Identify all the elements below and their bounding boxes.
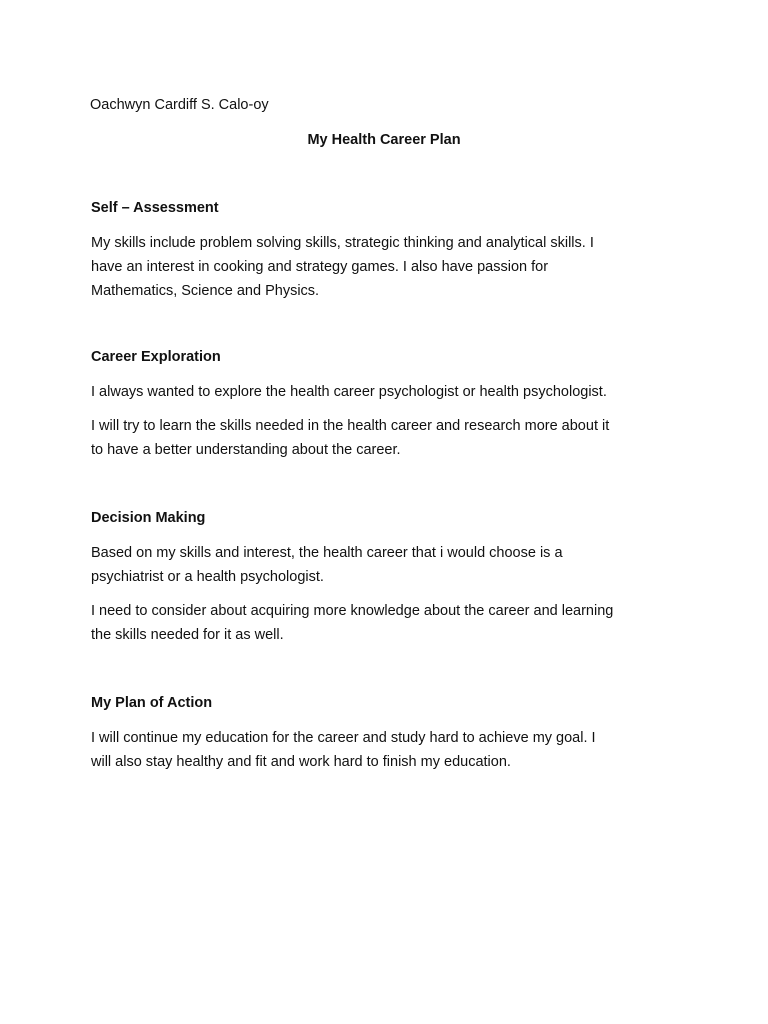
text-line: Based on my skills and interest, the health career that i would choose is a bbox=[91, 545, 563, 561]
section-paragraph bbox=[91, 541, 686, 589]
section-career-exploration bbox=[91, 347, 686, 462]
text-line: I need to consider about acquiring more knowledge about the career and learning bbox=[91, 603, 614, 619]
section-paragraph bbox=[91, 599, 686, 647]
section-heading: My Plan of Action bbox=[91, 695, 213, 711]
text-line: psychiatrist or a health psychologist. bbox=[91, 569, 324, 585]
section-plan-of-action bbox=[91, 693, 686, 774]
section-paragraph bbox=[91, 380, 686, 404]
document-title: My Health Career Plan bbox=[307, 132, 461, 148]
text-line: Mathematics, Science and Physics. bbox=[91, 283, 320, 299]
section-paragraph bbox=[91, 726, 686, 774]
section-heading: Career Exploration bbox=[91, 349, 221, 365]
section-heading: Decision Making bbox=[91, 510, 206, 526]
text-line: the skills needed for it as well. bbox=[91, 627, 284, 643]
text-line: My skills include problem solving skills, strategic thinking and analytical skills. I bbox=[91, 235, 594, 251]
text-line: I always wanted to explore the health career psychologist or health psychologist. bbox=[91, 384, 607, 400]
text-line: I will try to learn the skills needed in the health career and research more about it bbox=[91, 418, 610, 434]
text-line: have an interest in cooking and strategy games. I also have passion for bbox=[91, 259, 549, 275]
section-heading: Self – Assessment bbox=[91, 200, 219, 216]
section-paragraph bbox=[91, 231, 686, 303]
author-name: Oachwyn Cardiff S. Calo-oy bbox=[90, 97, 269, 113]
section-decision-making bbox=[91, 508, 686, 647]
section-self-assessment bbox=[91, 198, 686, 303]
text-line: will also stay healthy and fit and work hard to finish my education. bbox=[91, 754, 511, 770]
text-line: I will continue my education for the career and study hard to achieve my goal. I bbox=[91, 730, 596, 746]
section-paragraph bbox=[91, 414, 686, 462]
text-line: to have a better understanding about the career. bbox=[91, 442, 401, 458]
